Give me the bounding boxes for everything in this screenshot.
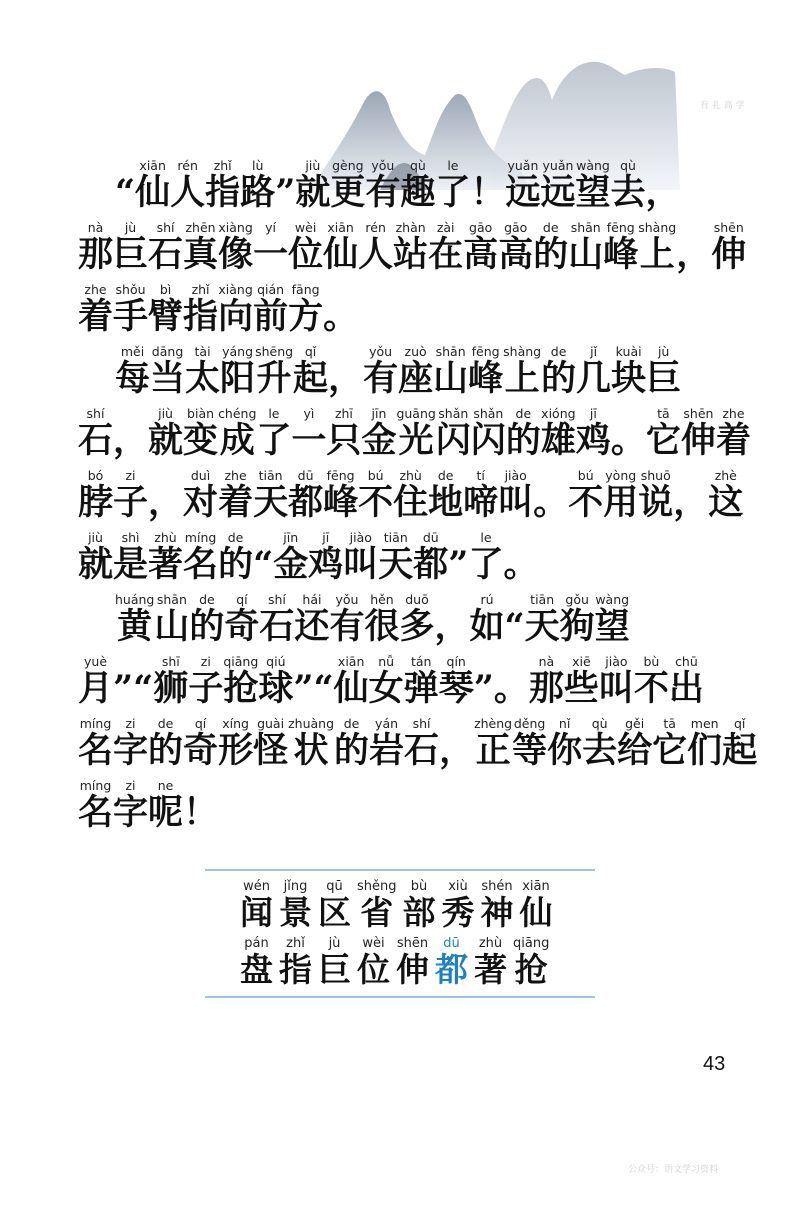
word-box-row-1 <box>240 880 600 934</box>
word-box-top-rule <box>205 869 595 871</box>
ruby-char: 就jiù <box>148 406 184 461</box>
vocab-char: 伸shēn <box>396 936 429 989</box>
ruby-char: 鸡jī <box>575 406 611 461</box>
text-line <box>0 408 800 463</box>
ruby-char: 高gāo <box>498 220 534 275</box>
ruby-char: 了le <box>435 158 471 213</box>
ruby-char: 那nà <box>78 220 114 275</box>
ruby-char: 字zi <box>113 716 149 771</box>
word-box-row-2 <box>240 937 600 991</box>
ruby-char: 住zhù <box>393 468 429 523</box>
ruby-char: 很hěn <box>364 592 400 647</box>
ruby-char: 们men <box>687 716 723 771</box>
vocab-char: 神shén <box>480 879 514 932</box>
ruby-char: 仙xiān <box>323 220 359 275</box>
ruby-char: 起qǐ <box>722 716 758 771</box>
ruby-char: 峰fēng <box>603 220 639 275</box>
ruby-char: 了le <box>468 530 504 585</box>
ruby-char: 金jīn <box>361 406 397 461</box>
ruby-char: 岩yán <box>369 716 405 771</box>
ruby-char: 弹tán <box>403 654 439 709</box>
ruby-char: 不bú <box>568 468 604 523</box>
ruby-char: 形xíng <box>218 716 254 771</box>
ruby-char: 石shí <box>404 716 440 771</box>
ruby-char: 雄xióng <box>540 406 576 461</box>
ruby-char: 真zhēn <box>183 220 219 275</box>
ruby-char: 啼tí <box>463 468 499 523</box>
ruby-char: 。 <box>503 544 539 585</box>
ruby-char: 正zhèng <box>474 716 513 771</box>
vocab-char: 抢qiāng <box>513 936 550 989</box>
ruby-char: 座zuò <box>398 344 434 399</box>
ruby-char: 。 <box>323 296 359 337</box>
ruby-char: 伸shēn <box>680 406 716 461</box>
ruby-char: 就jiù <box>295 158 331 213</box>
ruby-char: 指zhǐ <box>205 158 241 213</box>
ruby-char: ” <box>113 668 134 709</box>
ruby-char: 叫jiào <box>343 530 379 585</box>
ruby-char: 方fāng <box>288 282 324 337</box>
ruby-char: 去qù <box>582 716 618 771</box>
ruby-char: 不bú <box>358 468 394 523</box>
ruby-char: 叫jiào <box>498 468 534 523</box>
ruby-char: 名míng <box>78 778 114 833</box>
ruby-char: 。 <box>533 482 569 523</box>
ruby-char: 一yí <box>253 220 289 275</box>
ruby-char: 太tài <box>185 344 221 399</box>
ruby-char: 站zhàn <box>393 220 429 275</box>
ruby-char: 更gèng <box>330 158 366 213</box>
ruby-char: 伸shēn <box>711 220 747 275</box>
text-line <box>0 718 800 773</box>
ruby-char: ” <box>293 668 314 709</box>
ruby-char: 脖bó <box>78 468 114 523</box>
ruby-char: ， <box>673 482 709 523</box>
ruby-char: 子zi <box>113 468 149 523</box>
ruby-char: 当dāng <box>150 344 186 399</box>
text-line <box>0 346 800 401</box>
ruby-char: “ <box>115 172 136 213</box>
ruby-char: 女nǚ <box>368 654 404 709</box>
ruby-char: 去qù <box>610 158 646 213</box>
ruby-char: 都dū <box>413 530 449 585</box>
ruby-char: 上shàng <box>503 344 542 399</box>
ruby-char: 金jīn <box>273 530 309 585</box>
ruby-char: 。 <box>493 668 529 709</box>
ruby-char: 是shì <box>113 530 149 585</box>
ruby-char: 光guāng <box>396 406 436 461</box>
text-line <box>0 160 800 215</box>
ruby-char: 天tiān <box>378 530 414 585</box>
ruby-char: ！ <box>183 792 219 833</box>
ruby-char: 怪guài <box>253 716 289 771</box>
ruby-char: 那nà <box>528 654 564 709</box>
ruby-char: 峰fēng <box>468 344 504 399</box>
ruby-char: 变biàn <box>183 406 219 461</box>
ruby-char: 向xiàng <box>218 282 254 337</box>
ruby-char: 了le <box>256 406 292 461</box>
vocab-char: 区qū <box>318 879 351 932</box>
ruby-char: 着zhe <box>715 406 751 461</box>
ruby-char: 闪shǎn <box>470 406 506 461</box>
ruby-char: ” <box>448 544 469 585</box>
ruby-char: 趣qù <box>400 158 436 213</box>
vocab-char: 都dū <box>435 936 468 989</box>
ruby-char: 鸡jī <box>308 530 344 585</box>
ruby-char: 高gāo <box>463 220 499 275</box>
ruby-char: 人rén <box>358 220 394 275</box>
ruby-char: 几jǐ <box>576 344 612 399</box>
ruby-char: ， <box>113 420 149 461</box>
ruby-char: 这zhè <box>708 468 744 523</box>
ruby-char: 的de <box>541 344 577 399</box>
ruby-char: 石shí <box>259 592 295 647</box>
text-line <box>0 284 800 339</box>
ruby-char: ， <box>645 172 681 213</box>
ruby-char: ” <box>473 668 494 709</box>
ruby-char: 山shān <box>433 344 469 399</box>
ruby-char: 着zhe <box>218 468 254 523</box>
ruby-char: 山shān <box>568 220 604 275</box>
watermark-top: 有 礼 高 学 <box>700 101 745 111</box>
ruby-char: 上shàng <box>638 220 677 275</box>
ruby-char: 如rú <box>469 592 505 647</box>
ruby-char: 巨jù <box>113 220 149 275</box>
ruby-char: “ <box>313 668 334 709</box>
ruby-char: 的de <box>218 530 254 585</box>
ruby-char: ！ <box>470 172 506 213</box>
ruby-char: 琴qín <box>438 654 474 709</box>
ruby-char: 抢qiāng <box>223 654 259 709</box>
ruby-char: 不bù <box>633 654 669 709</box>
ruby-char: 出chū <box>668 654 704 709</box>
text-line <box>0 594 800 649</box>
ruby-char: 望wàng <box>575 158 611 213</box>
vocab-char: 著zhù <box>474 936 507 989</box>
text-line <box>0 222 800 277</box>
vocab-char: 仙xiān <box>519 879 553 932</box>
ruby-char: 字zi <box>113 778 149 833</box>
ruby-char: 著zhù <box>148 530 184 585</box>
ruby-char: 说shuō <box>638 468 674 523</box>
vocab-char: 位wèi <box>357 936 390 989</box>
ruby-char: ， <box>434 606 470 647</box>
vocab-char: 指zhǐ <box>279 936 312 989</box>
ruby-char: 名míng <box>78 716 114 771</box>
ruby-char: 起qǐ <box>293 344 329 399</box>
ruby-char: 地de <box>428 468 464 523</box>
ruby-char: 一yì <box>291 406 327 461</box>
text-line <box>0 532 800 587</box>
ruby-char: 人rén <box>170 158 206 213</box>
ruby-char: ， <box>328 358 364 399</box>
ruby-char: 呢ne <box>148 778 184 833</box>
ruby-char: 多duō <box>399 592 435 647</box>
ruby-char: 你nǐ <box>547 716 583 771</box>
ruby-char: 块kuài <box>611 344 647 399</box>
ruby-char: 狗gǒu <box>559 592 595 647</box>
ruby-char: ， <box>439 730 475 771</box>
ruby-char: 子zi <box>188 654 224 709</box>
ruby-char: 用yòng <box>603 468 639 523</box>
ruby-char: 的de <box>334 716 370 771</box>
ruby-char: “ <box>253 544 274 585</box>
ruby-char: 像xiàng <box>218 220 254 275</box>
ruby-char: 在zài <box>428 220 464 275</box>
ruby-char: 指zhǐ <box>183 282 219 337</box>
ruby-char: 成chéng <box>218 406 257 461</box>
ruby-char: 闪shǎn <box>435 406 471 461</box>
ruby-char: 的de <box>533 220 569 275</box>
ruby-char: 位wèi <box>288 220 324 275</box>
ruby-char: 状zhuàng <box>288 716 335 771</box>
word-box-bottom-rule <box>205 996 595 998</box>
ruby-char: 的de <box>505 406 541 461</box>
text-line <box>0 780 800 835</box>
vocab-char: 闻wén <box>240 879 273 932</box>
ruby-char: 远yuǎn <box>505 158 541 213</box>
vocab-char: 部bù <box>402 879 436 932</box>
ruby-char: 望wàng <box>594 592 630 647</box>
ruby-char: ” <box>275 172 296 213</box>
watermark-bottom: 公众号：语文学习资料 <box>628 1165 719 1175</box>
ruby-char: 都dū <box>288 468 324 523</box>
ruby-char: 只zhī <box>326 406 362 461</box>
ruby-char: 球qiú <box>258 654 294 709</box>
vocab-char: 巨jù <box>318 936 351 989</box>
ruby-char: 巨jù <box>646 344 682 399</box>
ruby-char: 天tiān <box>253 468 289 523</box>
ruby-char: 狮shī <box>153 654 189 709</box>
text-line <box>0 656 800 711</box>
ruby-char: 给gěi <box>617 716 653 771</box>
vocab-char: 省shěng <box>357 879 397 932</box>
ruby-char: 它tā <box>645 406 681 461</box>
ruby-char: 升shēng <box>255 344 294 399</box>
vocab-char: 景jǐng <box>279 879 312 932</box>
vocab-char: 盘pán <box>240 936 273 989</box>
ruby-char: 名míng <box>183 530 219 585</box>
ruby-char: 奇qí <box>183 716 219 771</box>
ruby-char: “ <box>504 606 525 647</box>
ruby-char: 前qián <box>253 282 289 337</box>
ruby-char: 月yuè <box>78 654 114 709</box>
ruby-char: 的de <box>148 716 184 771</box>
vocab-char: 秀xiù <box>441 879 475 932</box>
ruby-char: 还hái <box>294 592 330 647</box>
ruby-char: 等děng <box>512 716 548 771</box>
ruby-char: 有yǒu <box>363 344 399 399</box>
ruby-char: 每měi <box>115 344 151 399</box>
ruby-char: 远yuǎn <box>540 158 576 213</box>
ruby-char: 仙xiān <box>333 654 369 709</box>
text-line <box>0 470 800 525</box>
ruby-char: 臂bì <box>148 282 184 337</box>
ruby-char: 路lù <box>240 158 276 213</box>
ruby-char: “ <box>133 668 154 709</box>
ruby-char: ， <box>676 234 712 275</box>
ruby-char: 有yǒu <box>329 592 365 647</box>
ruby-char: 峰fēng <box>323 468 359 523</box>
ruby-char: 仙xiān <box>135 158 171 213</box>
ruby-char: 叫jiào <box>598 654 634 709</box>
ruby-char: 奇qí <box>224 592 260 647</box>
ruby-char: ， <box>148 482 184 523</box>
ruby-char: 手shǒu <box>113 282 149 337</box>
ruby-char: 山shān <box>154 592 190 647</box>
ruby-char: 石shí <box>78 406 114 461</box>
ruby-char: 就jiù <box>78 530 114 585</box>
ruby-char: 着zhe <box>78 282 114 337</box>
ruby-char: 有yǒu <box>365 158 401 213</box>
ruby-char: 。 <box>610 420 646 461</box>
ruby-char: 它tā <box>652 716 688 771</box>
ruby-char: 阳yáng <box>220 344 256 399</box>
ruby-char: 天tiān <box>524 592 560 647</box>
ruby-char: 石shí <box>148 220 184 275</box>
ruby-char: 黄huáng <box>115 592 155 647</box>
ruby-char: 些xiē <box>563 654 599 709</box>
ruby-char: 的de <box>189 592 225 647</box>
ruby-char: 对duì <box>183 468 219 523</box>
page-number: 43 <box>703 1053 726 1075</box>
